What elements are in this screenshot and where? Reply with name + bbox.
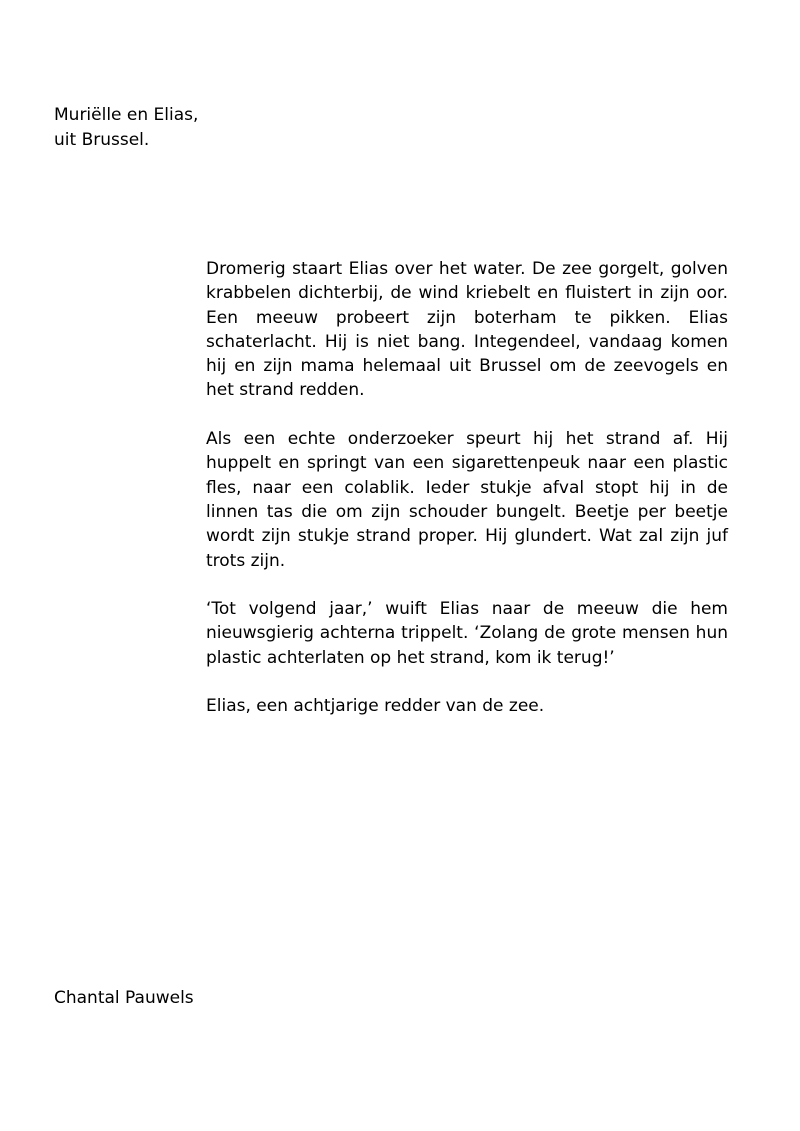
story-paragraph-1: Dromerig staart Elias over het water. De zee gorgelt, golven krabbelen dichterbij, de wind kriebelt en fluistert in zijn oor. Een meeuw probeert zijn boterham te pikken. Elias schaterlacht. Hij is niet bang. Integendeel, vandaag komen hij en zijn mama helemaal uit Brussel om de zeevogels en het strand redden. bbox=[206, 259, 728, 401]
story-paragraph-2: Als een echte onderzoeker speurt hij het strand af. Hij huppelt en springt van een sigarettenpeuk naar een plastic fles, naar een colablik. Ieder stukje afval stopt hij in de linnen tas die om zijn schouder bungelt. Beetje per beetje wordt zijn stukje strand proper. Hij glundert. Wat zal zijn juf trots zijn. bbox=[206, 429, 728, 571]
author-name: Chantal Pauwels bbox=[54, 988, 194, 1008]
story-paragraph-3: ‘Tot volgend jaar,’ wuift Elias naar de meeuw die hem nieuwsgierig achterna trippelt. ‘Zolang de grote mensen hun plastic achterlaten op het strand, kom ik terug!’ bbox=[206, 599, 728, 668]
story-paragraph-4: Elias, een achtjarige redder van de zee. bbox=[206, 696, 545, 717]
addressee-block bbox=[54, 103, 198, 153]
addressee-line-names: Muriëlle en Elias, bbox=[54, 105, 199, 125]
addressee-line-city: uit Brussel. bbox=[54, 130, 150, 150]
story-body bbox=[206, 257, 728, 743]
